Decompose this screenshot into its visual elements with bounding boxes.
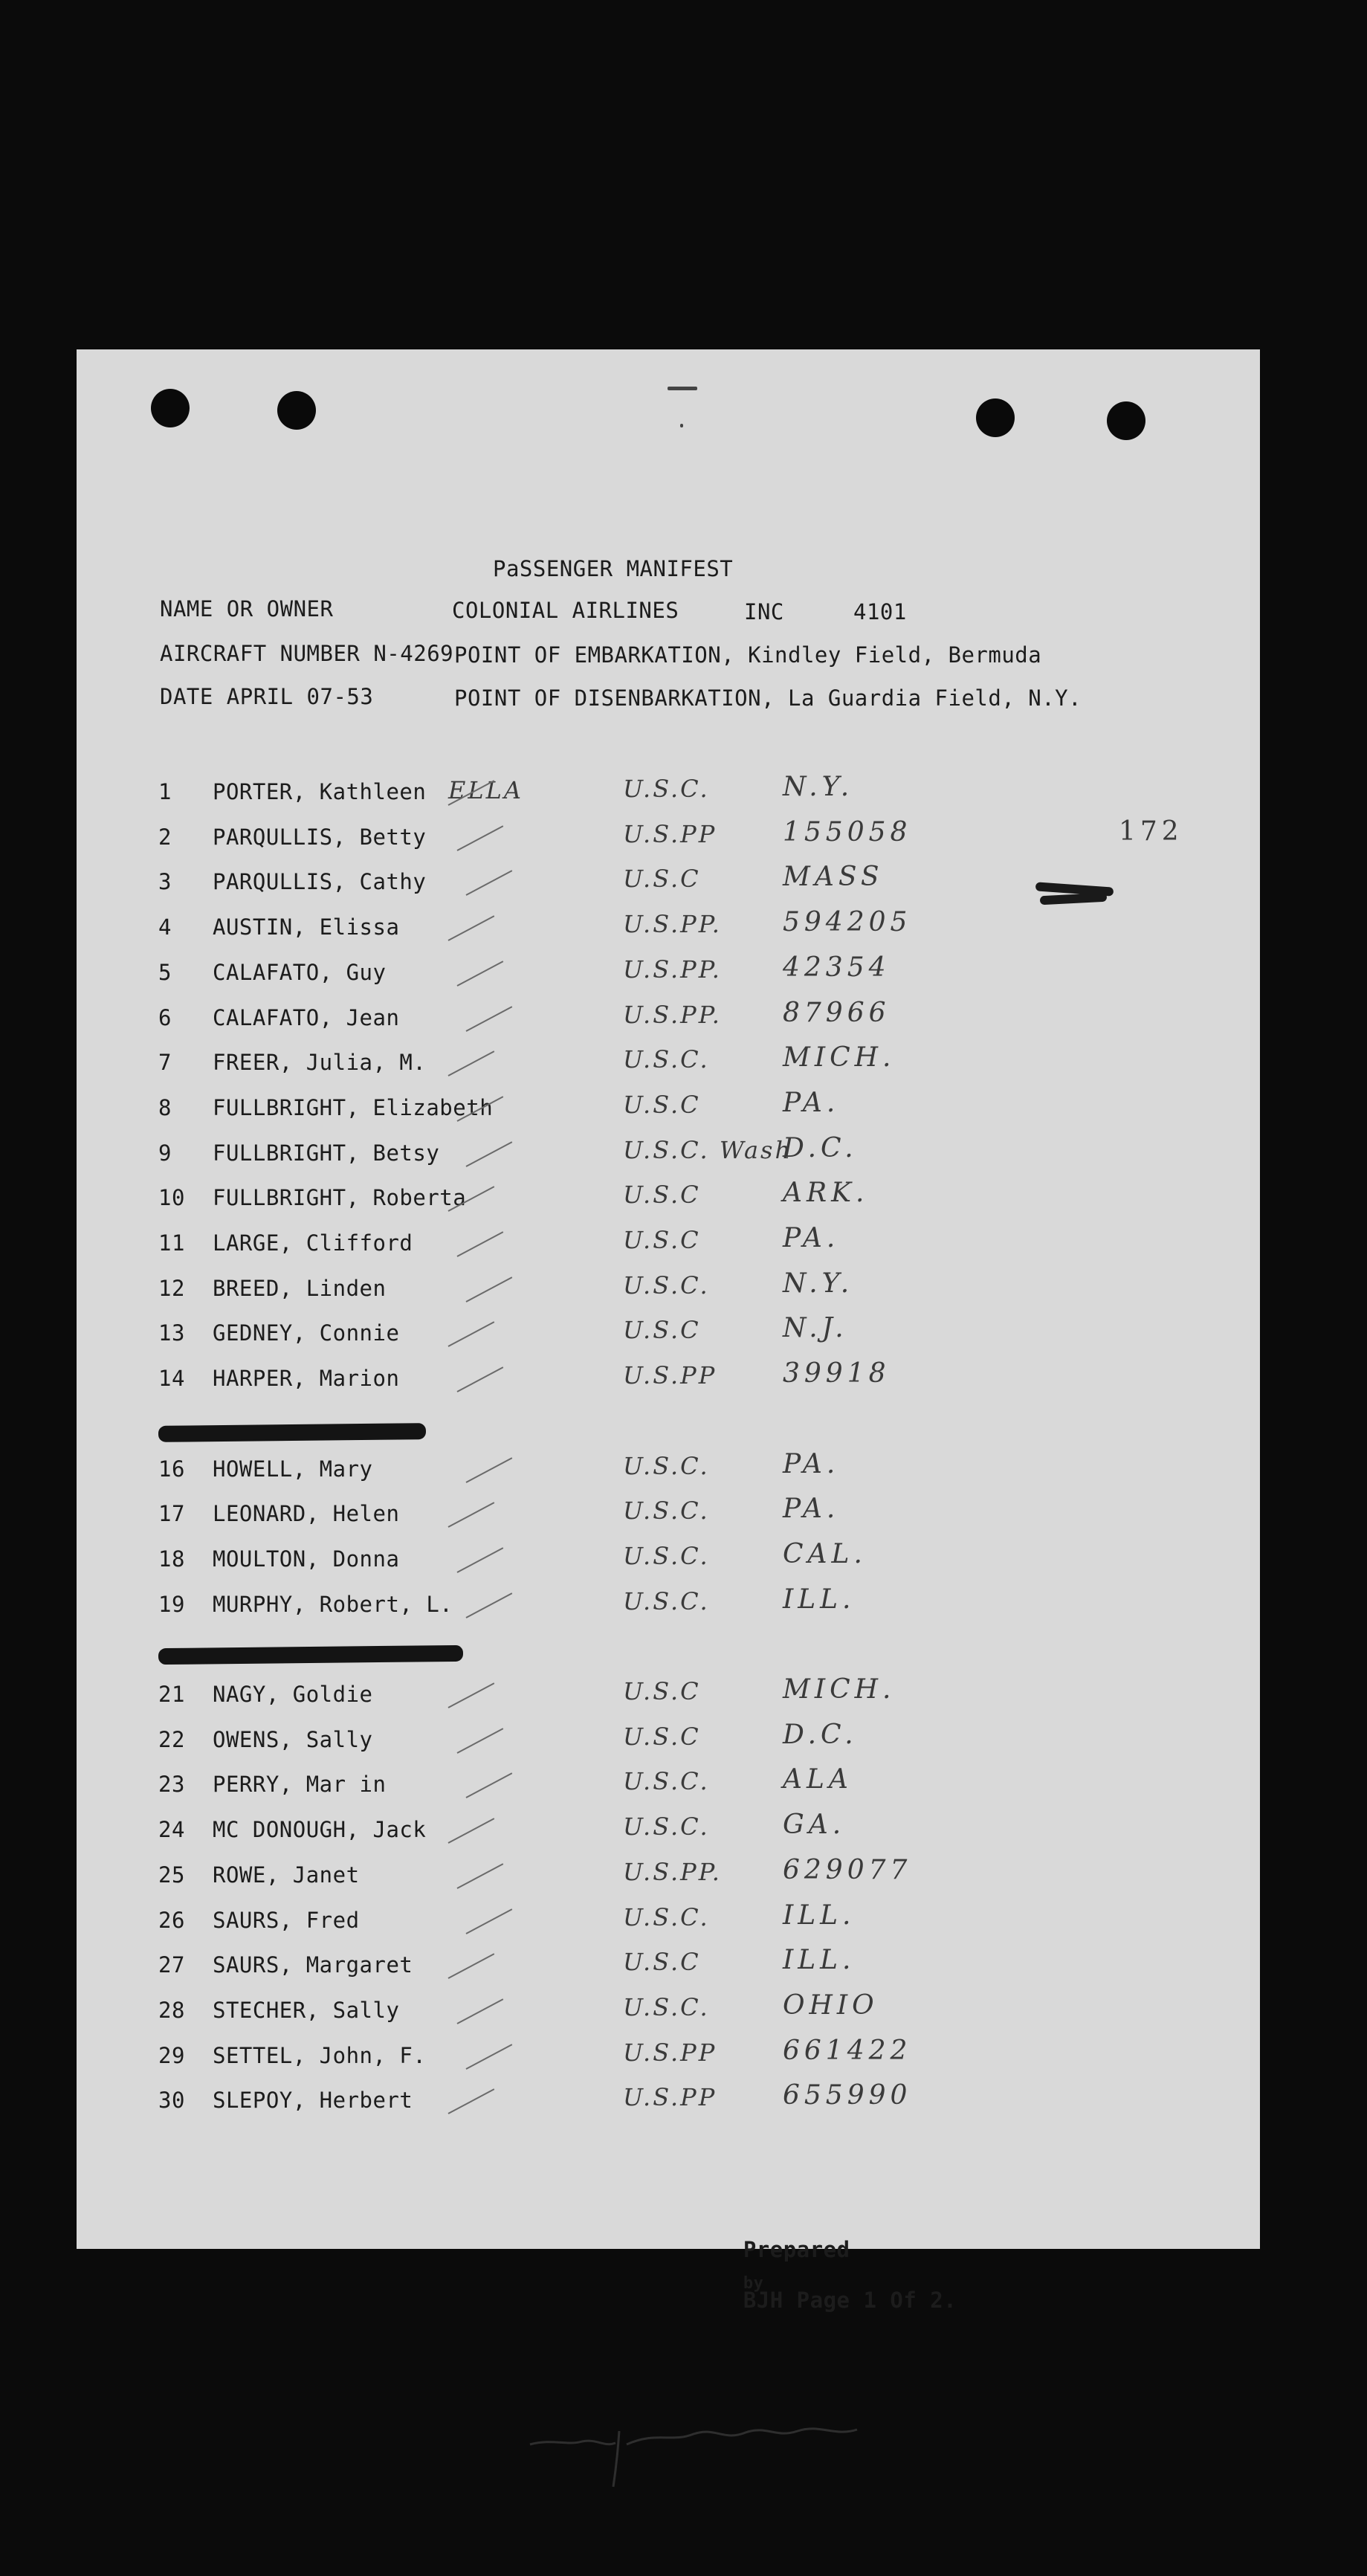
passenger-number: 5	[158, 959, 172, 985]
passenger-number: 17	[158, 1501, 185, 1527]
citizenship-status: U.S.C	[623, 1090, 701, 1119]
passenger-number: 25	[158, 1862, 185, 1888]
passport-or-state: PA.	[783, 1087, 840, 1118]
passenger-name: PERRY, Mar in	[213, 1772, 387, 1798]
passenger-number: 3	[158, 869, 172, 895]
citizenship-status: U.S.C.	[623, 1767, 710, 1796]
manifest-page	[77, 349, 1260, 2313]
passenger-number: 14	[158, 1366, 185, 1392]
passenger-number: 4	[158, 914, 172, 940]
passenger-number: 24	[158, 1817, 185, 1843]
check-mark	[457, 961, 504, 987]
inc-label: INC	[744, 599, 784, 624]
passport-or-state: N.J.	[783, 1313, 848, 1344]
check-mark	[466, 1592, 513, 1618]
check-mark	[457, 1547, 504, 1573]
citizenship-status: U.S.C. Wash	[623, 1135, 793, 1164]
handwritten-signature	[523, 2416, 894, 2505]
prepared-label: Prepared	[743, 2237, 850, 2262]
citizenship-status: U.S.C.	[623, 1497, 710, 1526]
passenger-number: 16	[158, 1456, 185, 1482]
passport-or-state: PA.	[783, 1223, 840, 1253]
citizenship-status: U.S.PP.	[623, 955, 722, 984]
check-mark	[466, 1908, 513, 1934]
passenger-name: HOWELL, Mary	[213, 1456, 373, 1482]
punch-hole	[976, 398, 1015, 437]
passport-or-state: 661422	[783, 2035, 912, 2066]
passenger-number: 21	[158, 1682, 185, 1707]
passenger-name: PORTER, Kathleen	[213, 779, 427, 804]
check-mark	[457, 1998, 504, 2024]
check-mark	[448, 1818, 495, 1844]
passport-or-state: PA.	[783, 1448, 840, 1479]
punch-hole	[151, 389, 190, 427]
citizenship-status: U.S.PP.	[623, 1857, 722, 1886]
check-mark	[466, 1773, 513, 1799]
passport-or-state: ARK.	[783, 1178, 869, 1209]
check-mark	[448, 915, 495, 941]
aircraft-number: AIRCRAFT NUMBER N-4269	[160, 641, 454, 666]
citizenship-status: U.S.C.	[623, 1902, 710, 1931]
passport-or-state: 155058	[783, 816, 912, 848]
punch-hole	[1107, 401, 1145, 440]
citizenship-status: U.S.PP	[623, 2083, 717, 2112]
passport-or-state: MICH.	[783, 1042, 896, 1074]
check-mark	[466, 1457, 513, 1483]
passenger-number: 11	[158, 1230, 185, 1256]
passenger-name: MOULTON, Donna	[213, 1546, 400, 1572]
check-mark	[448, 1050, 495, 1076]
passenger-number: 12	[158, 1275, 185, 1301]
check-mark	[448, 2089, 495, 2115]
check-mark	[466, 1276, 513, 1302]
embarkation-point: POINT OF EMBARKATION, Kindley Field, Bermuda	[454, 642, 1042, 668]
passport-or-state: D.C.	[783, 1719, 858, 1750]
passport-or-state: D.C.	[783, 1132, 858, 1163]
passenger-number: 2	[158, 824, 172, 850]
passport-or-state: ILL.	[783, 1584, 856, 1615]
citizenship-status: U.S.PP	[623, 2038, 717, 2067]
passenger-number: 7	[158, 1050, 172, 1076]
check-mark	[457, 1863, 504, 1889]
disembarkation-point: POINT OF DISENBARKATION, La Guardia Field, N.Y.	[454, 685, 1082, 711]
passport-or-state: N.Y.	[783, 1268, 854, 1299]
passport-or-state: CAL.	[783, 1538, 867, 1569]
passenger-name: PARQULLIS, Betty	[213, 824, 427, 850]
citizenship-status: U.S.C.	[623, 1541, 710, 1570]
passenger-number: 18	[158, 1546, 185, 1572]
passenger-number: 27	[158, 1952, 185, 1978]
passenger-name: LEONARD, Helen	[213, 1501, 400, 1527]
punch-hole	[277, 391, 316, 430]
citizenship-status: U.S.PP.	[623, 1000, 722, 1029]
citizenship-status: U.S.C.	[623, 1812, 710, 1841]
passport-or-state: OHIO	[783, 1989, 879, 2021]
passenger-name: PARQULLIS, Cathy	[213, 869, 427, 895]
passenger-name: STECHER, Sally	[213, 1997, 400, 2023]
passport-or-state: PA.	[783, 1494, 840, 1525]
passport-or-state: 655990	[783, 2080, 912, 2111]
passport-or-state: 594205	[783, 907, 912, 938]
passenger-number: 22	[158, 1726, 185, 1752]
passport-or-state: 42354	[783, 952, 891, 983]
passenger-name: AUSTIN, Elissa	[213, 914, 400, 940]
passenger-name: SLEPOY, Herbert	[213, 2088, 413, 2114]
manifest-title: PaSSENGER MANIFEST	[493, 556, 734, 581]
passenger-number: 30	[158, 2088, 185, 2114]
check-mark	[466, 871, 513, 897]
ink-speck	[668, 387, 697, 390]
check-mark	[457, 825, 504, 851]
passport-or-state: MICH.	[783, 1674, 896, 1705]
passport-or-state: 87966	[783, 997, 891, 1028]
check-mark	[448, 1502, 495, 1528]
passenger-number: 19	[158, 1591, 185, 1617]
by-label: by	[743, 2274, 764, 2293]
passenger-name: BREED, Linden	[213, 1275, 387, 1301]
passenger-number: 29	[158, 2042, 185, 2068]
passenger-number: 1	[158, 779, 172, 804]
citizenship-status: U.S.C	[623, 1316, 701, 1345]
check-mark	[466, 2044, 513, 2070]
check-mark	[457, 1728, 504, 1754]
citizenship-status: U.S.C.	[623, 1451, 710, 1480]
passport-or-state: ILL.	[783, 1945, 856, 1976]
handwritten-middle-name: ELLA	[448, 776, 523, 804]
check-mark	[466, 1006, 513, 1032]
citizenship-status: U.S.PP.	[623, 910, 722, 939]
citizenship-status: U.S.PP	[623, 819, 717, 848]
citizenship-status: U.S.PP	[623, 1361, 717, 1390]
passenger-name: FREER, Julia, M.	[213, 1050, 427, 1076]
citizenship-status: U.S.C.	[623, 1045, 710, 1074]
redaction-bar	[158, 1645, 463, 1665]
redaction-bar	[158, 1423, 426, 1442]
passenger-number: 23	[158, 1772, 185, 1798]
preparer-page-label: BJH Page 1 Of 2.	[743, 2288, 957, 2313]
passport-or-state: GA.	[783, 1810, 846, 1841]
passenger-name: NAGY, Goldie	[213, 1682, 373, 1707]
citizenship-status: U.S.C	[623, 1948, 701, 1977]
passenger-name: MC DONOUGH, Jack	[213, 1817, 427, 1843]
citizenship-status: U.S.C	[623, 1722, 701, 1751]
passenger-name: CALAFATO, Jean	[213, 1004, 400, 1030]
passenger-name: FULLBRIGHT, Elizabeth	[213, 1094, 494, 1120]
margin-number: 172	[1119, 816, 1183, 847]
passenger-number: 10	[158, 1185, 185, 1211]
passenger-number: 13	[158, 1320, 185, 1346]
check-mark	[466, 1141, 513, 1167]
passenger-number: 6	[158, 1004, 172, 1030]
check-mark	[457, 1366, 504, 1392]
citizenship-status: U.S.C	[623, 1181, 701, 1210]
passenger-name: GEDNEY, Connie	[213, 1320, 400, 1346]
airline-name: COLONIAL AIRLINES	[452, 598, 679, 623]
passenger-name: HARPER, Marion	[213, 1366, 400, 1392]
passenger-number: 28	[158, 1997, 185, 2023]
citizenship-status: U.S.C.	[623, 775, 710, 803]
passenger-name: FULLBRIGHT, Betsy	[213, 1140, 440, 1166]
passport-or-state: MASS	[783, 862, 884, 893]
passenger-name: SAURS, Fred	[213, 1907, 360, 1933]
ink-speck	[680, 424, 683, 427]
check-mark	[448, 1682, 495, 1708]
citizenship-status: U.S.C.	[623, 1271, 710, 1300]
passenger-number: 9	[158, 1140, 172, 1166]
passport-or-state: 39918	[783, 1358, 891, 1389]
passenger-name: OWENS, Sally	[213, 1726, 373, 1752]
citizenship-status: U.S.C.	[623, 1992, 710, 2021]
passenger-name: FULLBRIGHT, Roberta	[213, 1185, 467, 1211]
check-mark	[448, 1953, 495, 1979]
name-owner-label: NAME OR OWNER	[160, 596, 334, 622]
citizenship-status: U.S.C	[623, 865, 701, 894]
citizenship-status: U.S.C.	[623, 1586, 710, 1615]
inc-number: 4101	[853, 599, 907, 624]
prepared-by-footer	[690, 2212, 957, 2338]
passenger-name: ROWE, Janet	[213, 1862, 360, 1888]
passenger-name: CALAFATO, Guy	[213, 959, 387, 985]
passenger-number: 8	[158, 1094, 172, 1120]
passenger-number: 26	[158, 1907, 185, 1933]
passport-or-state: N.Y.	[783, 772, 854, 802]
manifest-date: DATE APRIL 07-53	[160, 684, 374, 709]
passport-or-state: ILL.	[783, 1899, 856, 1931]
citizenship-status: U.S.C	[623, 1226, 701, 1254]
passport-or-state: 629077	[783, 1854, 912, 1885]
passenger-name: MURPHY, Robert, L.	[213, 1591, 453, 1617]
passenger-name: SAURS, Margaret	[213, 1952, 413, 1978]
passport-or-state: ALA	[783, 1764, 853, 1795]
check-mark	[448, 1322, 495, 1348]
margin-scribble	[1040, 893, 1108, 906]
citizenship-status: U.S.C	[623, 1677, 701, 1705]
passenger-name: SETTEL, John, F.	[213, 2042, 427, 2068]
passenger-name: LARGE, Clifford	[213, 1230, 413, 1256]
check-mark	[457, 1231, 504, 1257]
